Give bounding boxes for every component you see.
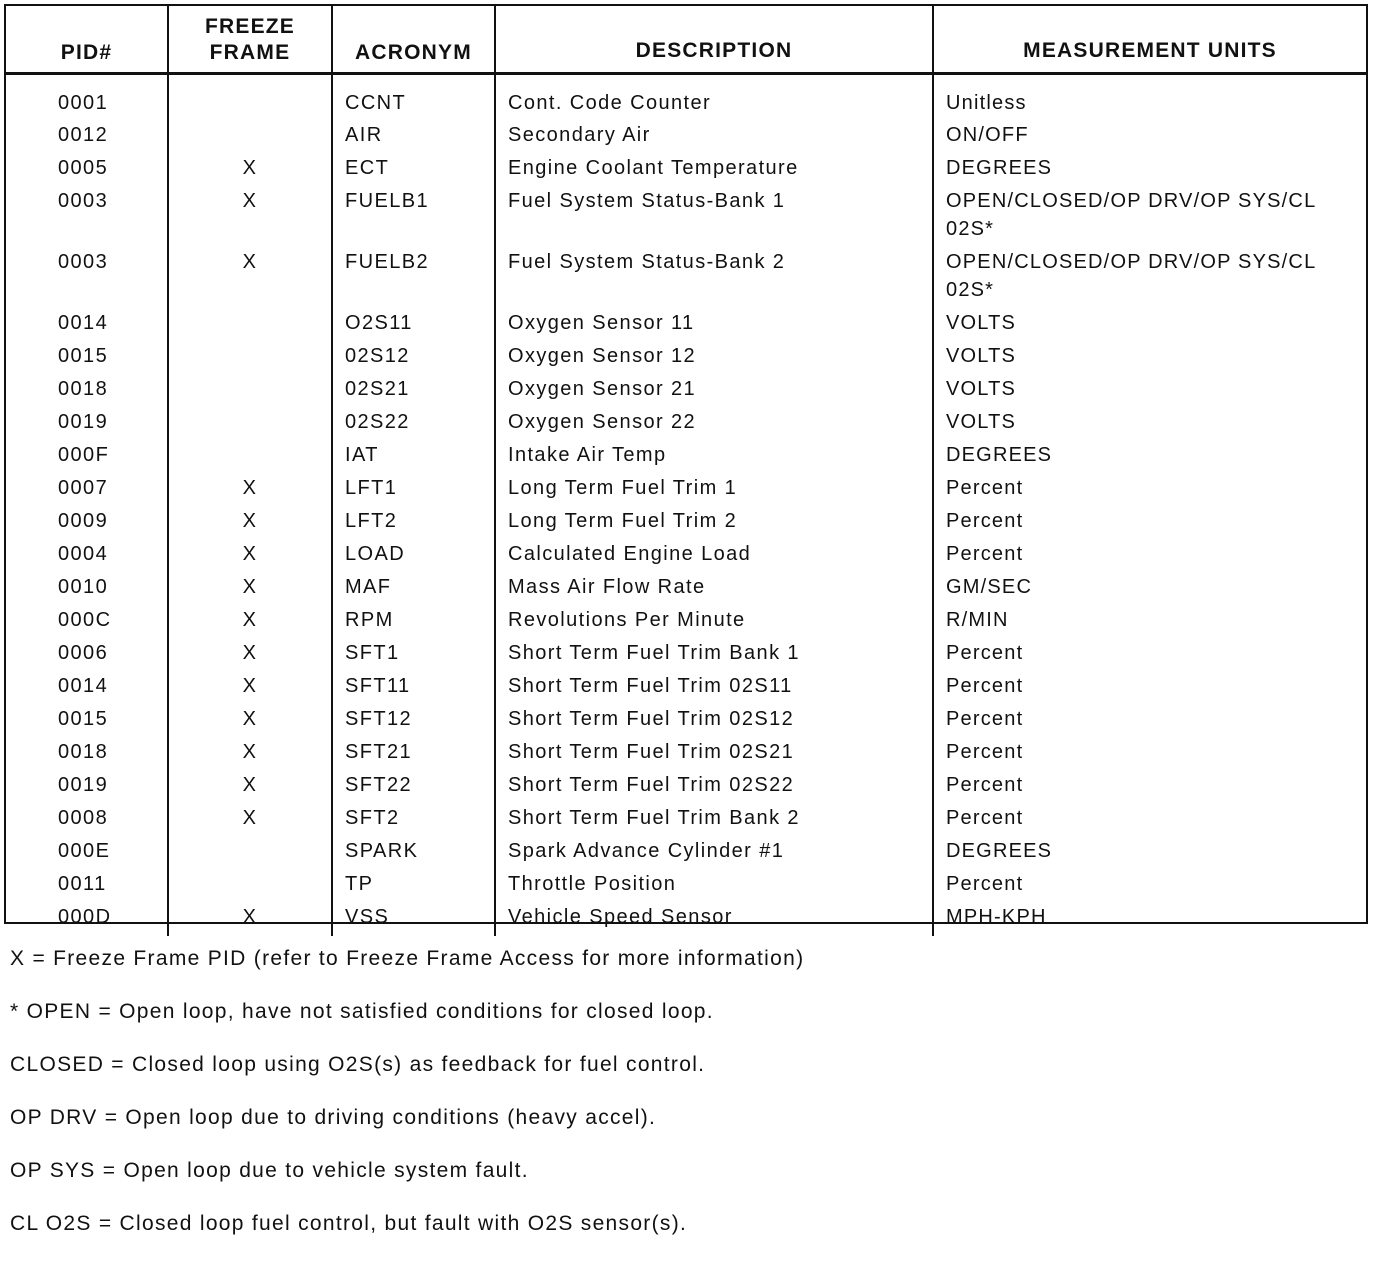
table-row xyxy=(6,870,1366,903)
description-cell: Mass Air Flow Rate xyxy=(495,573,933,606)
pid-cell: 000D xyxy=(58,905,112,928)
pid-cell: 0019 xyxy=(58,410,109,433)
units-cell: VOLTS xyxy=(933,342,1366,375)
note-closed: CLOSED = Closed loop using O2S(s) as feedback for fuel control. xyxy=(10,1053,706,1076)
acronym-cell: MAF xyxy=(332,573,495,606)
table-row xyxy=(6,903,1366,936)
units-cell: Percent xyxy=(933,804,1366,837)
description-cell: Intake Air Temp xyxy=(495,441,933,474)
table-row xyxy=(6,771,1366,804)
pid-cell: 0015 xyxy=(58,707,109,730)
freeze-frame-cell: X xyxy=(168,705,332,738)
description-cell: Short Term Fuel Trim 02S12 xyxy=(495,705,933,738)
table-row xyxy=(6,342,1366,375)
units-cell: DEGREES xyxy=(933,441,1366,474)
acronym-cell: SFT12 xyxy=(332,705,495,738)
units-cell: Percent xyxy=(933,771,1366,804)
acronym-cell: TP xyxy=(332,870,495,903)
description-cell: Long Term Fuel Trim 1 xyxy=(495,474,933,507)
table-row xyxy=(6,309,1366,342)
acronym-cell: LOAD xyxy=(332,540,495,573)
header-acronym: ACRONYM xyxy=(332,6,495,74)
note-op-drv: OP DRV = Open loop due to driving conditions (heavy accel). xyxy=(10,1106,657,1129)
pid-table xyxy=(6,6,1366,936)
freeze-frame-cell xyxy=(168,121,332,154)
pid-cell: 0003 xyxy=(58,189,109,212)
description-cell: Spark Advance Cylinder #1 xyxy=(495,837,933,870)
description-cell: Short Term Fuel Trim 02S22 xyxy=(495,771,933,804)
description-cell: Secondary Air xyxy=(495,121,933,154)
header-pid: PID# xyxy=(6,6,168,74)
units-cell: VOLTS xyxy=(933,309,1366,342)
note-op-sys: OP SYS = Open loop due to vehicle system fault. xyxy=(10,1159,529,1182)
units-cell: Percent xyxy=(933,738,1366,771)
table-body xyxy=(6,74,1366,936)
description-cell: Cont. Code Counter xyxy=(495,74,933,121)
header-measurement-units: MEASUREMENT UNITS xyxy=(933,6,1366,74)
units-cell: DEGREES xyxy=(933,837,1366,870)
pid-cell: 0018 xyxy=(58,377,109,400)
description-cell: Throttle Position xyxy=(495,870,933,903)
acronym-cell: AIR xyxy=(332,121,495,154)
units-cell: Percent xyxy=(933,474,1366,507)
description-cell: Short Term Fuel Trim 02S11 xyxy=(495,672,933,705)
description-cell: Oxygen Sensor 21 xyxy=(495,375,933,408)
pid-cell: 0004 xyxy=(58,542,109,565)
freeze-frame-cell xyxy=(168,837,332,870)
freeze-frame-cell: X xyxy=(168,804,332,837)
pid-cell: 0005 xyxy=(58,156,109,179)
note-freeze-frame: X = Freeze Frame PID (refer to Freeze Frame Access for more information) xyxy=(10,947,805,970)
units-cell: ON/OFF xyxy=(933,121,1366,154)
pid-cell: 000F xyxy=(58,443,110,466)
pid-cell: 000E xyxy=(58,839,111,862)
freeze-frame-cell: X xyxy=(168,672,332,705)
freeze-frame-cell xyxy=(168,375,332,408)
description-cell: Engine Coolant Temperature xyxy=(495,154,933,187)
description-cell: Calculated Engine Load xyxy=(495,540,933,573)
units-cell: Percent xyxy=(933,705,1366,738)
acronym-cell: LFT2 xyxy=(332,507,495,540)
description-cell: Fuel System Status-Bank 2 xyxy=(495,248,933,309)
freeze-frame-cell: X xyxy=(168,474,332,507)
units-cell: Percent xyxy=(933,870,1366,903)
pid-cell: 0006 xyxy=(58,641,109,664)
acronym-cell: IAT xyxy=(332,441,495,474)
acronym-cell: SFT21 xyxy=(332,738,495,771)
header-description: DESCRIPTION xyxy=(495,6,933,74)
acronym-cell: 02S12 xyxy=(332,342,495,375)
freeze-frame-cell xyxy=(168,74,332,121)
acronym-cell: SFT2 xyxy=(332,804,495,837)
acronym-cell: O2S11 xyxy=(332,309,495,342)
description-cell: Short Term Fuel Trim Bank 1 xyxy=(495,639,933,672)
table-row xyxy=(6,121,1366,154)
acronym-cell: SPARK xyxy=(332,837,495,870)
acronym-cell: CCNT xyxy=(332,74,495,121)
table-row xyxy=(6,474,1366,507)
freeze-frame-cell: X xyxy=(168,248,332,309)
table-row xyxy=(6,672,1366,705)
pid-cell: 0003 xyxy=(58,250,109,273)
freeze-frame-cell: X xyxy=(168,187,332,248)
table-row xyxy=(6,837,1366,870)
pid-cell: 000C xyxy=(58,608,112,631)
description-cell: Short Term Fuel Trim Bank 2 xyxy=(495,804,933,837)
pid-cell: 0019 xyxy=(58,773,109,796)
pid-cell: 0012 xyxy=(58,123,109,146)
description-cell: Revolutions Per Minute xyxy=(495,606,933,639)
acronym-cell: FUELB1 xyxy=(332,187,495,248)
table-row xyxy=(6,804,1366,837)
table-row xyxy=(6,441,1366,474)
freeze-frame-cell xyxy=(168,870,332,903)
legend-notes xyxy=(10,946,1380,1264)
freeze-frame-cell xyxy=(168,342,332,375)
table-row xyxy=(6,248,1366,309)
pid-table-frame xyxy=(4,4,1368,928)
units-cell: Percent xyxy=(933,507,1366,540)
freeze-frame-cell: X xyxy=(168,903,332,936)
units-cell: VOLTS xyxy=(933,408,1366,441)
note-open: * OPEN = Open loop, have not satisfied conditions for closed loop. xyxy=(10,1000,714,1023)
table-row xyxy=(6,154,1366,187)
freeze-frame-cell: X xyxy=(168,154,332,187)
pid-cell: 0001 xyxy=(58,92,109,114)
units-cell: OPEN/CLOSED/OP DRV/OP SYS/CL 02S* xyxy=(933,248,1366,309)
table-header-row xyxy=(6,6,1366,74)
freeze-frame-cell: X xyxy=(168,507,332,540)
acronym-cell: SFT22 xyxy=(332,771,495,804)
acronym-cell: VSS xyxy=(332,903,495,936)
units-cell: MPH-KPH xyxy=(933,903,1366,936)
pid-cell: 0007 xyxy=(58,476,109,499)
note-cl-o2s: CL O2S = Closed loop fuel control, but fault with O2S sensor(s). xyxy=(10,1212,688,1235)
freeze-frame-cell: X xyxy=(168,573,332,606)
acronym-cell: ECT xyxy=(332,154,495,187)
description-cell: Oxygen Sensor 12 xyxy=(495,342,933,375)
table-row xyxy=(6,507,1366,540)
pid-cell: 0014 xyxy=(58,674,109,697)
units-cell: DEGREES xyxy=(933,154,1366,187)
description-cell: Oxygen Sensor 11 xyxy=(495,309,933,342)
acronym-cell: 02S22 xyxy=(332,408,495,441)
pid-cell: 0014 xyxy=(58,311,109,334)
pid-cell: 0009 xyxy=(58,509,109,532)
acronym-cell: LFT1 xyxy=(332,474,495,507)
table-row xyxy=(6,606,1366,639)
description-cell: Short Term Fuel Trim 02S21 xyxy=(495,738,933,771)
description-cell: Long Term Fuel Trim 2 xyxy=(495,507,933,540)
table-row xyxy=(6,375,1366,408)
freeze-frame-cell: X xyxy=(168,606,332,639)
pid-cell: 0015 xyxy=(58,344,109,367)
table-row xyxy=(6,639,1366,672)
freeze-frame-cell xyxy=(168,441,332,474)
freeze-frame-cell: X xyxy=(168,540,332,573)
table-row xyxy=(6,74,1366,121)
table-row xyxy=(6,573,1366,606)
table-row xyxy=(6,738,1366,771)
pid-cell: 0018 xyxy=(58,740,109,763)
units-cell: R/MIN xyxy=(933,606,1366,639)
acronym-cell: FUELB2 xyxy=(332,248,495,309)
pid-cell: 0010 xyxy=(58,575,109,598)
description-cell: Vehicle Speed Sensor xyxy=(495,903,933,936)
acronym-cell: SFT11 xyxy=(332,672,495,705)
freeze-frame-cell: X xyxy=(168,738,332,771)
header-freeze-frame: FREEZE FRAME xyxy=(168,6,332,74)
units-cell: Unitless xyxy=(933,74,1366,121)
table-row xyxy=(6,540,1366,573)
table-row xyxy=(6,187,1366,248)
units-cell: Percent xyxy=(933,639,1366,672)
table-row xyxy=(6,705,1366,738)
freeze-frame-cell: X xyxy=(168,639,332,672)
pid-cell: 0008 xyxy=(58,806,109,829)
freeze-frame-cell xyxy=(168,309,332,342)
units-cell: Percent xyxy=(933,672,1366,705)
acronym-cell: 02S21 xyxy=(332,375,495,408)
pid-cell: 0011 xyxy=(58,872,107,895)
table-row xyxy=(6,408,1366,441)
units-cell: GM/SEC xyxy=(933,573,1366,606)
freeze-frame-cell xyxy=(168,408,332,441)
description-cell: Oxygen Sensor 22 xyxy=(495,408,933,441)
description-cell: Fuel System Status-Bank 1 xyxy=(495,187,933,248)
units-cell: VOLTS xyxy=(933,375,1366,408)
acronym-cell: SFT1 xyxy=(332,639,495,672)
units-cell: OPEN/CLOSED/OP DRV/OP SYS/CL 02S* xyxy=(933,187,1366,248)
units-cell: Percent xyxy=(933,540,1366,573)
freeze-frame-cell: X xyxy=(168,771,332,804)
acronym-cell: RPM xyxy=(332,606,495,639)
